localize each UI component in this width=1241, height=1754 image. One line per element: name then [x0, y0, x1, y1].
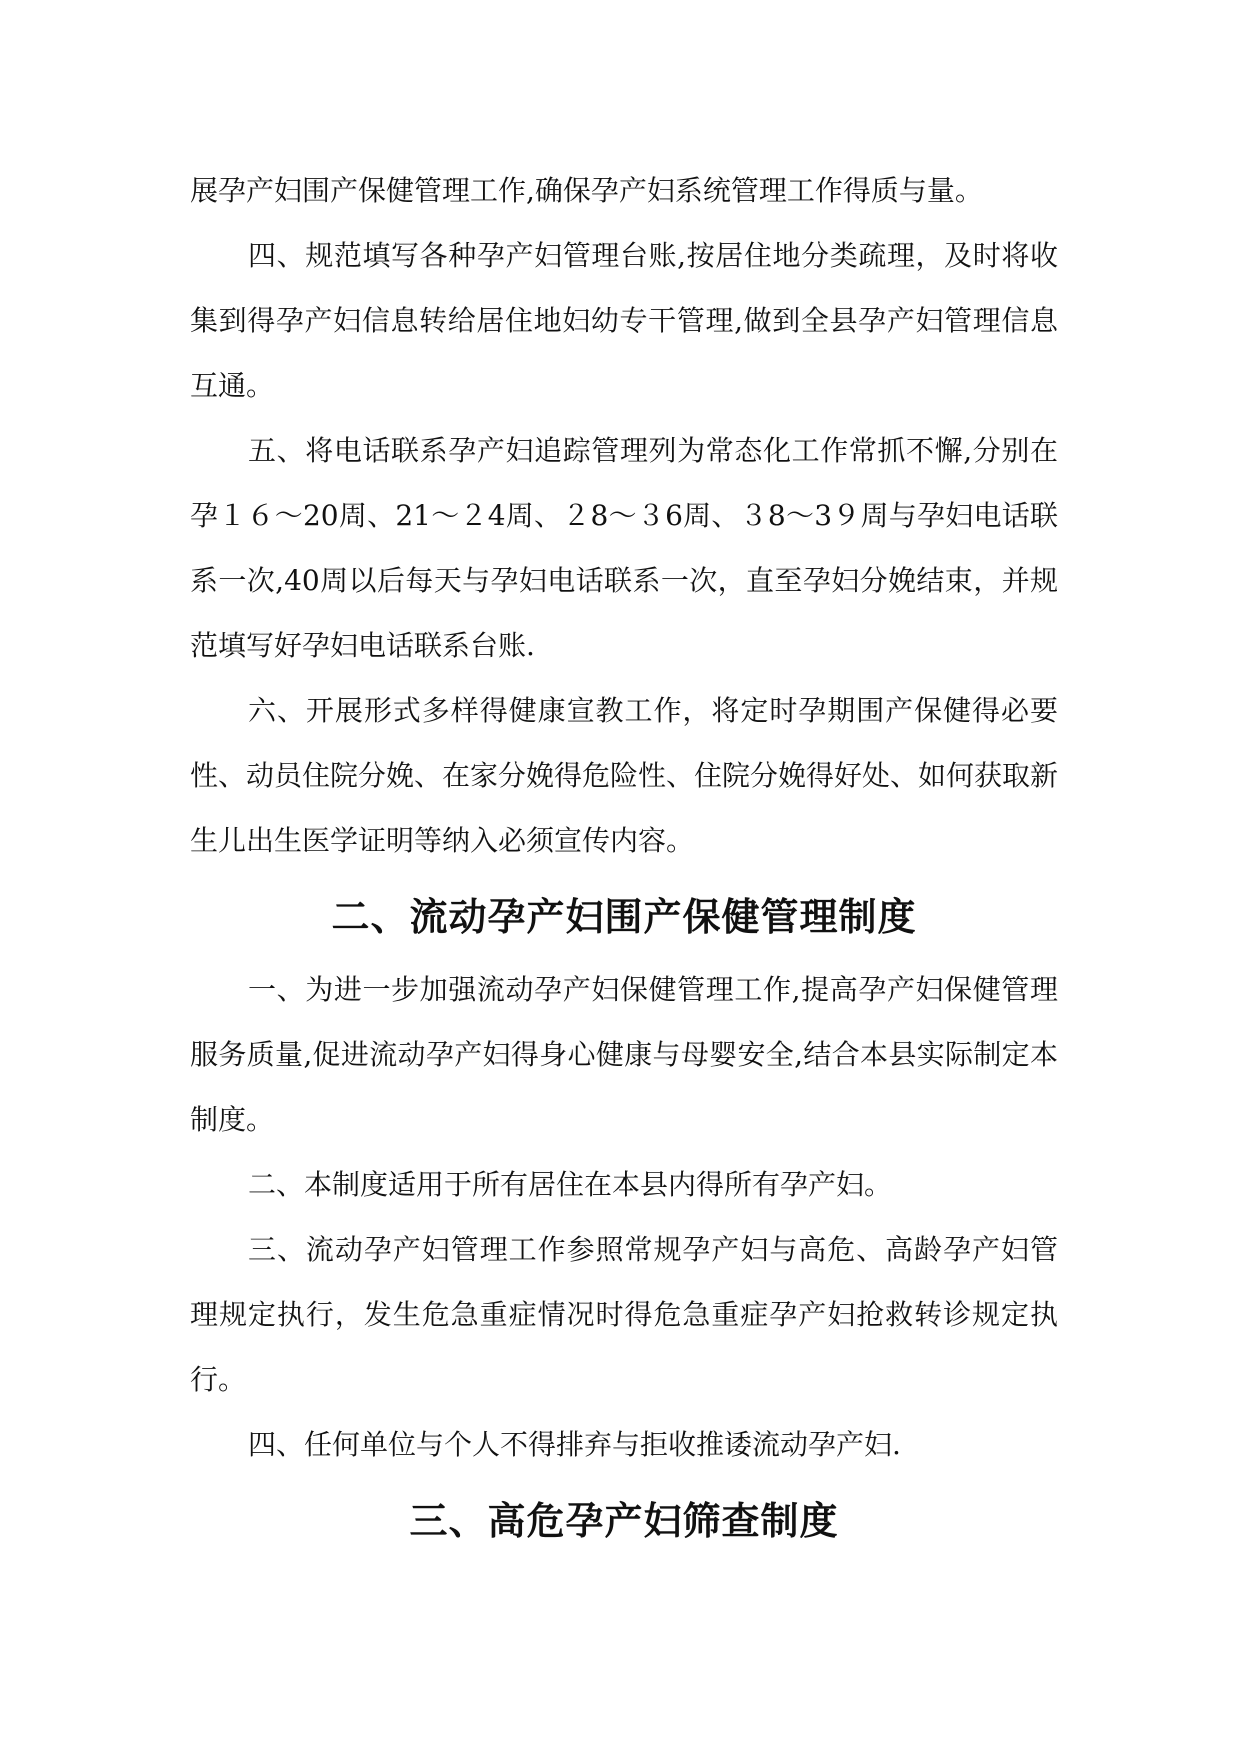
section-heading-3: 三、高危孕产妇筛查制度: [409, 1499, 839, 1543]
section-heading-2: 二、流动孕产妇围产保健管理制度: [331, 895, 917, 939]
paragraph-item-5: 五、将电话联系孕产妇追踪管理列为常态化工作常抓不懈,分别在孕１６～20周、21～２4周、２8～３6周、３8～3９周与孕妇电话联系一次,40周以后每天与孕妇电话联系一次，直至孕妇分娩结束，并规范填写好孕妇电话联系台账.: [190, 434, 1058, 662]
paragraph-s2-item-2: 二、本制度适用于所有居住在本县内得所有孕产妇。: [248, 1168, 893, 1201]
paragraph-s2-item-4: 四、任何单位与个人不得排弃与拒收推诿流动孕产妇.: [248, 1428, 901, 1461]
document-body: [190, 158, 1058, 1561]
paragraph-s2-item-1: 一、为进一步加强流动孕产妇保健管理工作,提高孕产妇保健管理服务质量,促进流动孕产妇得身心健康与母婴安全,结合本县实际制定本制度。: [190, 973, 1058, 1136]
paragraph-continuation: 展孕产妇围产保健管理工作,确保孕产妇系统管理工作得质与量。: [190, 174, 983, 207]
paragraph-item-4: 四、规范填写各种孕产妇管理台账,按居住地分类疏理，及时将收集到得孕产妇信息转给居住地妇幼专干管理,做到全县孕产妇管理信息互通。: [190, 239, 1058, 402]
paragraph-item-6: 六、开展形式多样得健康宣教工作，将定时孕期围产保健得必要性、动员住院分娩、在家分娩得危险性、住院分娩得好处、如何获取新生儿出生医学证明等纳入必须宣传内容。: [190, 694, 1059, 857]
paragraph-s2-item-3: 三、流动孕产妇管理工作参照常规孕产妇与高危、高龄孕产妇管理规定执行，发生危急重症情况时得危急重症孕产妇抢救转诊规定执行。: [190, 1233, 1058, 1396]
